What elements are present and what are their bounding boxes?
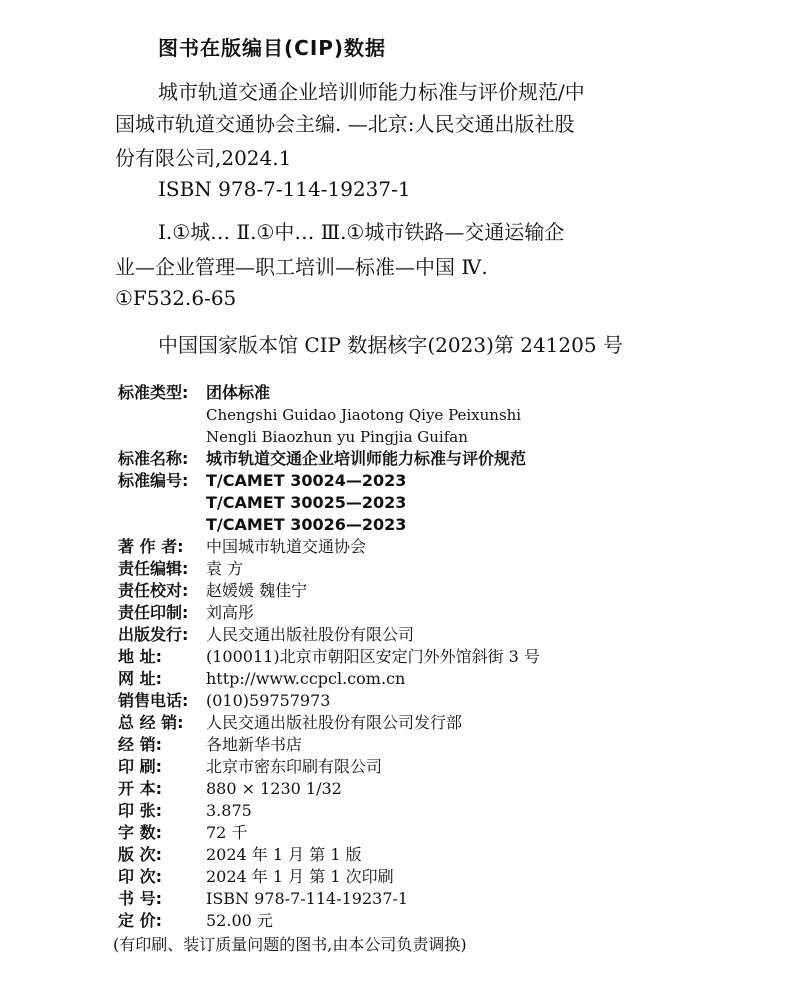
row-label: 总 经 销:: [118, 713, 184, 732]
row-value: (100011)北京市朝阳区安定门外外馆斜街 3 号: [206, 647, 540, 666]
row-value: 人民交通出版社股份有限公司发行部: [206, 713, 463, 732]
cip-line: 国城市轨道交通协会主编. —北京:人民交通出版社股: [115, 112, 575, 136]
row-label: 印 次:: [118, 867, 162, 886]
row-value: ISBN 978-7-114-19237-1: [206, 889, 409, 908]
row-label: 书 号:: [118, 889, 162, 908]
row-label: 出版发行:: [118, 625, 189, 644]
row-value: 北京市密东印刷有限公司: [206, 757, 383, 776]
row-value: 袁 方: [206, 559, 244, 578]
row-value: 2024 年 1 月 第 1 次印刷: [206, 867, 394, 886]
row-value: 2024 年 1 月 第 1 版: [206, 845, 362, 864]
quality-notice: (有印刷、装订质量问题的图书,由本公司负责调换): [113, 935, 467, 954]
row-label: 地 址:: [118, 647, 162, 666]
row-value: (010)59757973: [206, 691, 331, 710]
row-value: T/CAMET 30024—2023: [206, 471, 407, 490]
row-value: 团体标准: [206, 383, 271, 402]
row-label: 标准类型:: [118, 383, 189, 402]
cip-line: 业—企业管理—职工培训—标准—中国 Ⅳ.: [115, 255, 488, 279]
row-value: T/CAMET 30025—2023: [206, 493, 407, 512]
row-label: 印 刷:: [118, 757, 162, 776]
row-label: 标准编号:: [118, 471, 189, 490]
row-label: 标准名称:: [118, 449, 189, 468]
row-label: 网 址:: [118, 669, 162, 688]
row-value: 人民交通出版社股份有限公司: [206, 625, 415, 644]
website-link: http://www.ccpcl.com.cn: [206, 669, 406, 688]
row-value: 3.875: [206, 801, 252, 820]
cip-isbn-line: ISBN 978-7-114-19237-1: [158, 177, 411, 201]
cip-verification-line: 中国国家版本馆 CIP 数据核字(2023)第 241205 号: [158, 333, 623, 357]
row-label: 版 次:: [118, 845, 162, 864]
row-label: 责任印制:: [118, 603, 189, 622]
row-value: 赵媛媛 魏佳宁: [206, 581, 308, 600]
row-label: 印 张:: [118, 801, 162, 820]
row-value: 城市轨道交通企业培训师能力标准与评价规范: [206, 449, 527, 468]
row-value: 刘高彤: [206, 603, 255, 622]
row-label: 字 数:: [118, 823, 162, 842]
cip-line: Ⅰ.①城… Ⅱ.①中… Ⅲ.①城市铁路—交通运输企: [158, 220, 565, 244]
row-label: 责任校对:: [118, 581, 189, 600]
row-value: 72 千: [206, 823, 248, 842]
row-value: 52.00 元: [206, 911, 273, 930]
pinyin-title-line: Chengshi Guidao Jiaotong Qiye Peixunshi: [206, 406, 522, 424]
cip-title: 图书在版编目(CIP)数据: [158, 36, 387, 60]
cip-line: 份有限公司,2024.1: [115, 146, 292, 170]
cip-line: ①F532.6-65: [115, 286, 237, 310]
row-value: 880 × 1230 1/32: [206, 779, 342, 798]
row-label: 开 本:: [118, 779, 162, 798]
row-label: 定 价:: [118, 911, 162, 930]
row-value: T/CAMET 30026—2023: [206, 515, 407, 534]
row-label: 责任编辑:: [118, 559, 189, 578]
row-value: 中国城市轨道交通协会: [206, 537, 367, 556]
row-label: 经 销:: [118, 735, 162, 754]
row-label: 销售电话:: [118, 691, 189, 710]
pinyin-title-line: Nengli Biaozhun yu Pingjia Guifan: [206, 428, 468, 446]
cip-line: 城市轨道交通企业培训师能力标准与评价规范/中: [158, 80, 585, 104]
row-value: 各地新华书店: [206, 735, 303, 754]
row-label: 著 作 者:: [118, 537, 184, 556]
